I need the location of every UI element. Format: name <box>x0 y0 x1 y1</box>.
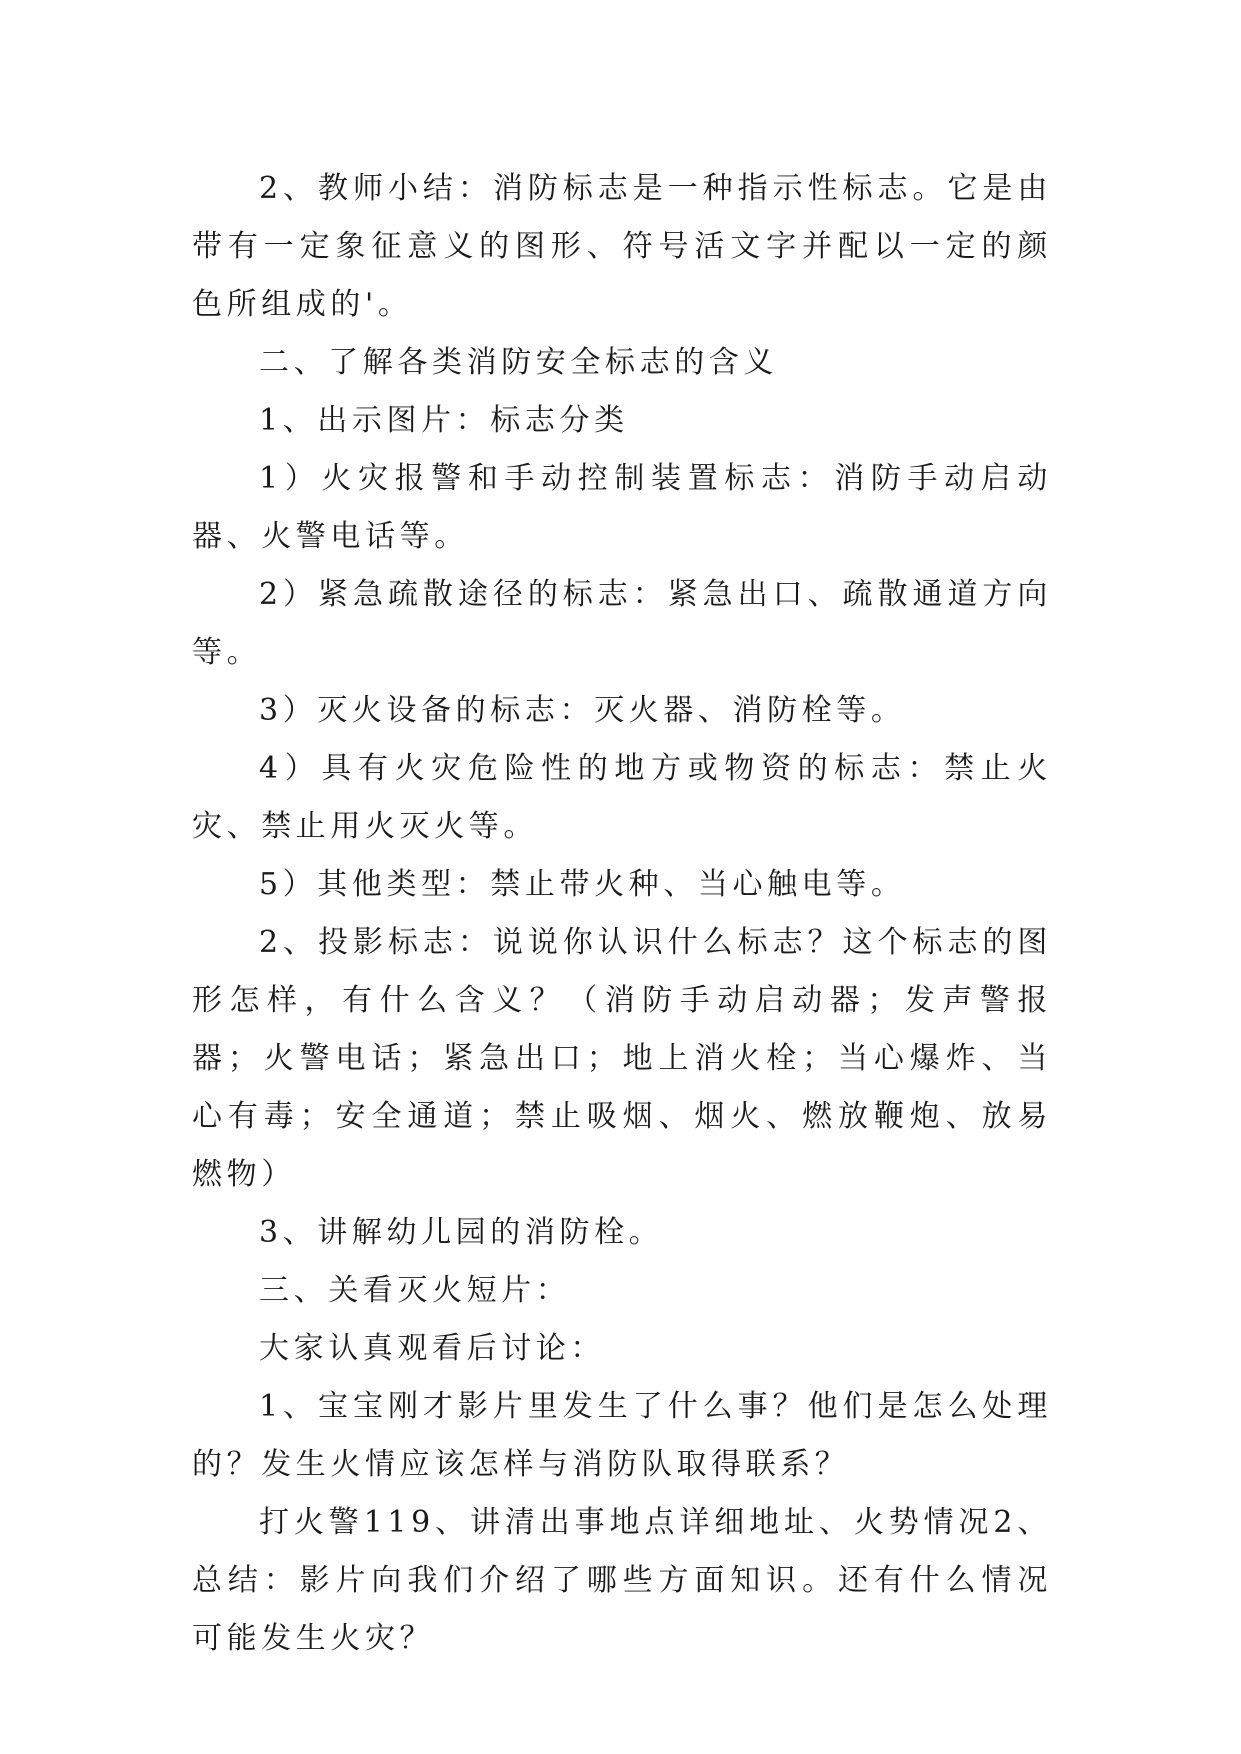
document-body <box>192 160 1052 1668</box>
heading-section-three: 三、关看灭火短片： <box>259 1273 571 1308</box>
list-item-other-signs: 5）其他类型：禁止带火种、当心触电等。 <box>259 867 906 902</box>
paragraph-show-pictures: 1、出示图片：标志分类 <box>259 403 629 438</box>
paragraph-discussion-question: 1、宝宝刚才影片里发生了什么事？他们是怎么处理的？发生火情应该怎样与消防队取得联系？ <box>192 1389 1052 1482</box>
list-item-evacuation-signs: 2）紧急疏散途径的标志：紧急出口、疏散通道方向等。 <box>192 577 1052 670</box>
heading-section-two: 二、了解各类消防安全标志的含义 <box>259 345 778 380</box>
paragraph-discussion-intro: 大家认真观看后讨论： <box>259 1331 605 1366</box>
list-item-hazard-signs: 4）具有火灾危险性的地方或物资的标志：禁止火灾、禁止用火灭火等。 <box>192 751 1052 844</box>
paragraph-call-119: 打火警119、讲清出事地点详细地址、火势情况2、总结：影片向我们介绍了哪些方面知识。还有什么情况可能发生火灾？ <box>192 1505 1052 1656</box>
list-item-alarm-signs: 1）火灾报警和手动控制装置标志：消防手动启动器、火警电话等。 <box>192 461 1052 554</box>
paragraph-hydrant-explanation: 3、讲解幼儿园的消防栓。 <box>259 1215 664 1250</box>
paragraph-teacher-summary: 2、教师小结：消防标志是一种指示性标志。它是由带有一定象征意义的图形、符号活文字并配以一定的颜色所组成的'。 <box>192 171 1052 322</box>
paragraph-projection-signs: 2、投影标志：说说你认识什么标志？这个标志的图形怎样，有什么含义？（消防手动启动器；发声警报器；火警电话；紧急出口；地上消火栓；当心爆炸、当心有毒；安全通道；禁止吸烟、烟火、燃放鞭炮、放易燃物） <box>192 925 1052 1192</box>
list-item-extinguisher-signs: 3）灭火设备的标志：灭火器、消防栓等。 <box>259 693 906 728</box>
